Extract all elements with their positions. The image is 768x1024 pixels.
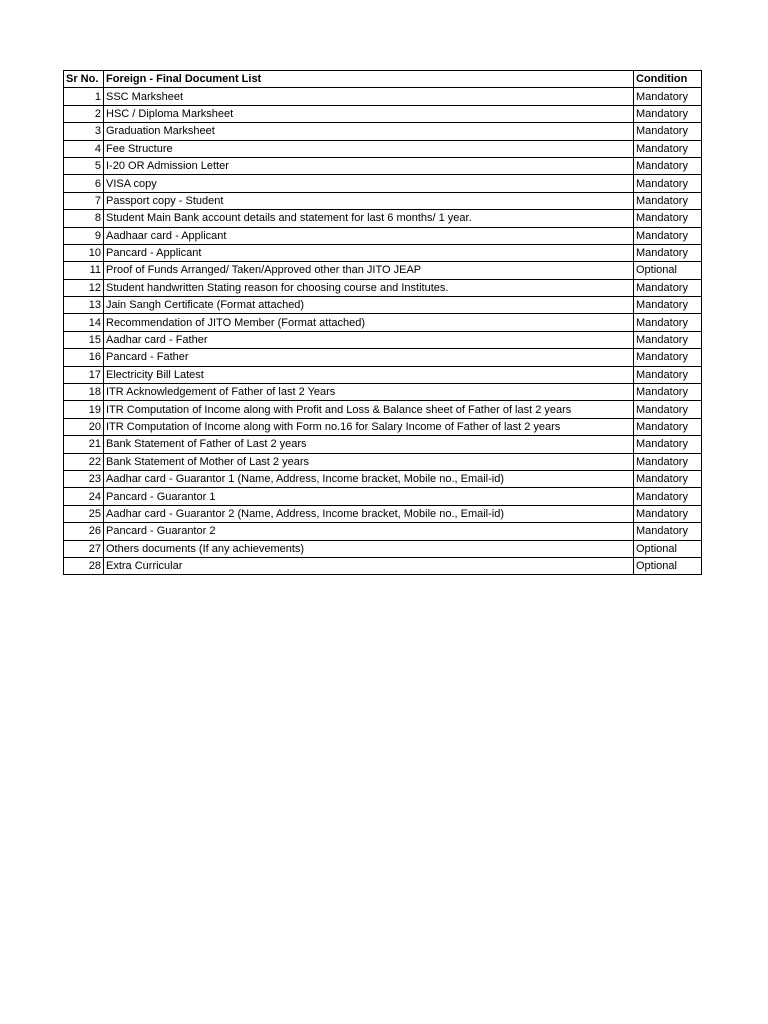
table-row [64,540,702,557]
row-document-name: Pancard - Guarantor 1 [104,488,634,505]
row-document-name: Aadhar card - Guarantor 2 (Name, Address, Income bracket, Mobile no., Email-id) [104,505,634,522]
row-condition: Mandatory [634,331,702,348]
row-condition: Mandatory [634,523,702,540]
row-condition: Optional [634,262,702,279]
table-row [64,123,702,140]
table-row [64,453,702,470]
row-sr-no: 2 [64,105,104,122]
table-row [64,488,702,505]
row-condition: Mandatory [634,488,702,505]
row-document-name: Others documents (If any achievements) [104,540,634,557]
row-sr-no: 3 [64,123,104,140]
row-sr-no: 22 [64,453,104,470]
row-sr-no: 26 [64,523,104,540]
row-document-name: ITR Acknowledgement of Father of last 2 Years [104,384,634,401]
row-condition: Mandatory [634,418,702,435]
row-sr-no: 27 [64,540,104,557]
row-document-name: Recommendation of JITO Member (Format attached) [104,314,634,331]
row-sr-no: 16 [64,349,104,366]
row-condition: Mandatory [634,244,702,261]
document-list-table [63,70,702,575]
row-condition: Mandatory [634,105,702,122]
table-row [64,366,702,383]
table-row [64,523,702,540]
row-condition: Mandatory [634,123,702,140]
row-condition: Mandatory [634,175,702,192]
table-row [64,384,702,401]
row-sr-no: 10 [64,244,104,261]
table-row [64,297,702,314]
row-condition: Mandatory [634,453,702,470]
row-document-name: Graduation Marksheet [104,123,634,140]
table-row [64,418,702,435]
table-row [64,349,702,366]
table-row [64,192,702,209]
row-document-name: Electricity Bill Latest [104,366,634,383]
row-sr-no: 19 [64,401,104,418]
table-row [64,210,702,227]
header-condition: Condition [634,71,702,88]
row-sr-no: 15 [64,331,104,348]
table-row [64,331,702,348]
row-sr-no: 23 [64,470,104,487]
table-row [64,140,702,157]
table-row [64,557,702,574]
row-sr-no: 11 [64,262,104,279]
row-sr-no: 7 [64,192,104,209]
document-sheet [63,70,702,575]
row-document-name: ITR Computation of Income along with Form no.16 for Salary Income of Father of last 2 years [104,418,634,435]
header-document: Foreign - Final Document List [104,71,634,88]
row-document-name: I-20 OR Admission Letter [104,157,634,174]
row-condition: Mandatory [634,227,702,244]
row-sr-no: 21 [64,436,104,453]
row-sr-no: 6 [64,175,104,192]
row-condition: Optional [634,557,702,574]
row-condition: Optional [634,540,702,557]
row-document-name: Extra Curricular [104,557,634,574]
table-row [64,157,702,174]
row-sr-no: 5 [64,157,104,174]
row-condition: Mandatory [634,366,702,383]
table-row [64,105,702,122]
row-condition: Mandatory [634,349,702,366]
row-condition: Mandatory [634,210,702,227]
table-row [64,88,702,105]
table-row [64,262,702,279]
row-sr-no: 4 [64,140,104,157]
row-sr-no: 8 [64,210,104,227]
row-sr-no: 12 [64,279,104,296]
row-condition: Mandatory [634,436,702,453]
row-document-name: Proof of Funds Arranged/ Taken/Approved other than JITO JEAP [104,262,634,279]
row-condition: Mandatory [634,192,702,209]
row-condition: Mandatory [634,401,702,418]
row-document-name: Aadhar card - Father [104,331,634,348]
row-condition: Mandatory [634,297,702,314]
row-sr-no: 28 [64,557,104,574]
table-row [64,314,702,331]
table-header-row [64,71,702,88]
row-document-name: Aadhaar card - Applicant [104,227,634,244]
row-document-name: Pancard - Guarantor 2 [104,523,634,540]
table-row [64,505,702,522]
row-document-name: Bank Statement of Mother of Last 2 years [104,453,634,470]
row-document-name: Jain Sangh Certificate (Format attached) [104,297,634,314]
row-sr-no: 20 [64,418,104,435]
table-body [64,88,702,575]
row-document-name: Student Main Bank account details and statement for last 6 months/ 1 year. [104,210,634,227]
row-document-name: ITR Computation of Income along with Profit and Loss & Balance sheet of Father of last 2 years [104,401,634,418]
row-sr-no: 18 [64,384,104,401]
row-condition: Mandatory [634,470,702,487]
row-condition: Mandatory [634,314,702,331]
row-condition: Mandatory [634,140,702,157]
table-row [64,436,702,453]
row-document-name: HSC / Diploma Marksheet [104,105,634,122]
table-row [64,279,702,296]
row-document-name: Fee Structure [104,140,634,157]
row-document-name: Passport copy - Student [104,192,634,209]
row-document-name: SSC Marksheet [104,88,634,105]
table-row [64,244,702,261]
row-document-name: VISA copy [104,175,634,192]
row-sr-no: 17 [64,366,104,383]
row-condition: Mandatory [634,157,702,174]
row-sr-no: 14 [64,314,104,331]
row-document-name: Pancard - Father [104,349,634,366]
row-condition: Mandatory [634,88,702,105]
header-sr-no: Sr No. [64,71,104,88]
row-condition: Mandatory [634,279,702,296]
row-condition: Mandatory [634,384,702,401]
row-sr-no: 24 [64,488,104,505]
row-document-name: Student handwritten Stating reason for choosing course and Institutes. [104,279,634,296]
table-row [64,401,702,418]
row-sr-no: 9 [64,227,104,244]
row-document-name: Pancard - Applicant [104,244,634,261]
row-sr-no: 13 [64,297,104,314]
row-document-name: Aadhar card - Guarantor 1 (Name, Address, Income bracket, Mobile no., Email-id) [104,470,634,487]
row-document-name: Bank Statement of Father of Last 2 years [104,436,634,453]
row-sr-no: 25 [64,505,104,522]
table-row [64,175,702,192]
row-sr-no: 1 [64,88,104,105]
table-row [64,227,702,244]
row-condition: Mandatory [634,505,702,522]
table-row [64,470,702,487]
